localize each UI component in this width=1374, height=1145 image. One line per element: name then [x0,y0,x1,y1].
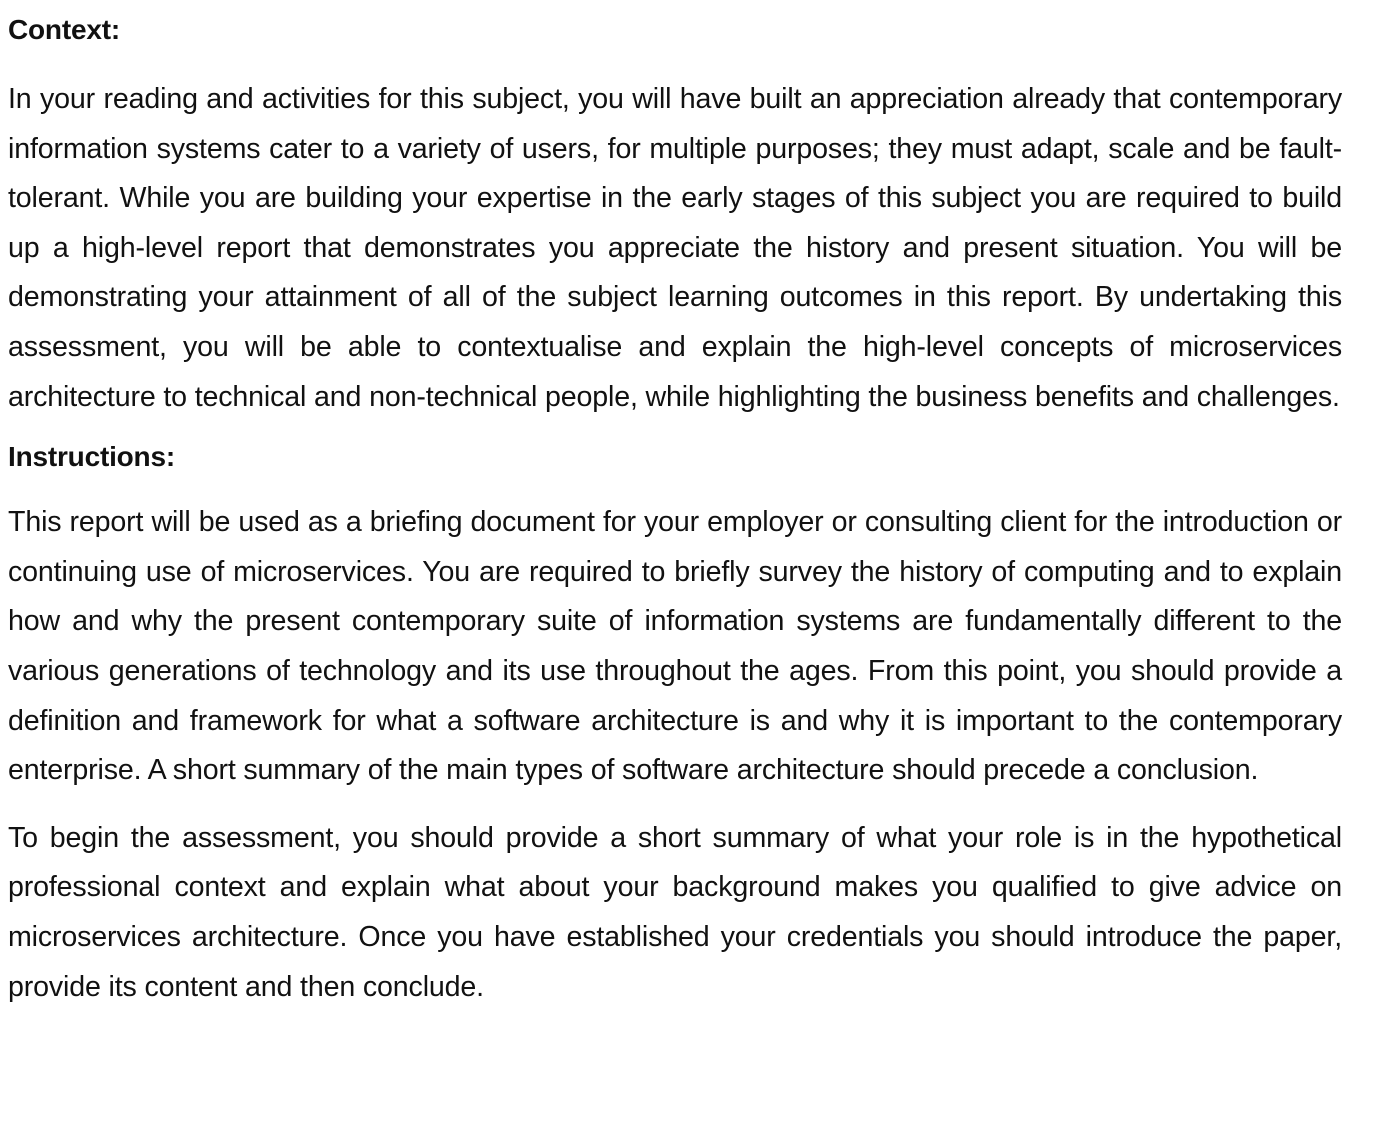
instructions-paragraph-1: This report will be used as a briefing document for your employer or consulting client for the introduction or continuing use of microservices. You are required to briefly survey the history of computing and to explain how and why the present contemporary suite of information systems are fundamentally different to the various generations of technology and its use throughout the ages. From this point, you should provide a definition and framework for what a software architecture is and why it is important to the contemporary enterprise. A short summary of the main types of software architecture should precede a conclusion. [8,506,1342,787]
context-heading: Context: [8,14,120,45]
document-body [8,0,1342,1012]
instructions-heading: Instructions: [8,441,175,473]
context-paragraph: In your reading and activities for this subject, you will have built an appreciation already that contemporary information systems cater to a variety of users, for multiple purposes; they must adapt, scale and be fault-tolerant. While you are building your expertise in the early stages of this subject you are required to build up a high-level report that demonstrates you appreciate the history and present situation. You will be demonstrating your attainment of all of the subject learning outcomes in this report. By undertaking this assessment, you will be able to contextualise and explain the high-level concepts of microservices architecture to technical and non-technical people, while highlighting the business benefits and challenges. [8,83,1342,413]
instructions-paragraph-2: To begin the assessment, you should provide a short summary of what your role is in the hypothetical professional context and explain what about your background makes you qualified to give advice on microservices architecture. Once you have established your credentials you should introduce the paper, provide its content and then conclude. [8,821,1342,1003]
